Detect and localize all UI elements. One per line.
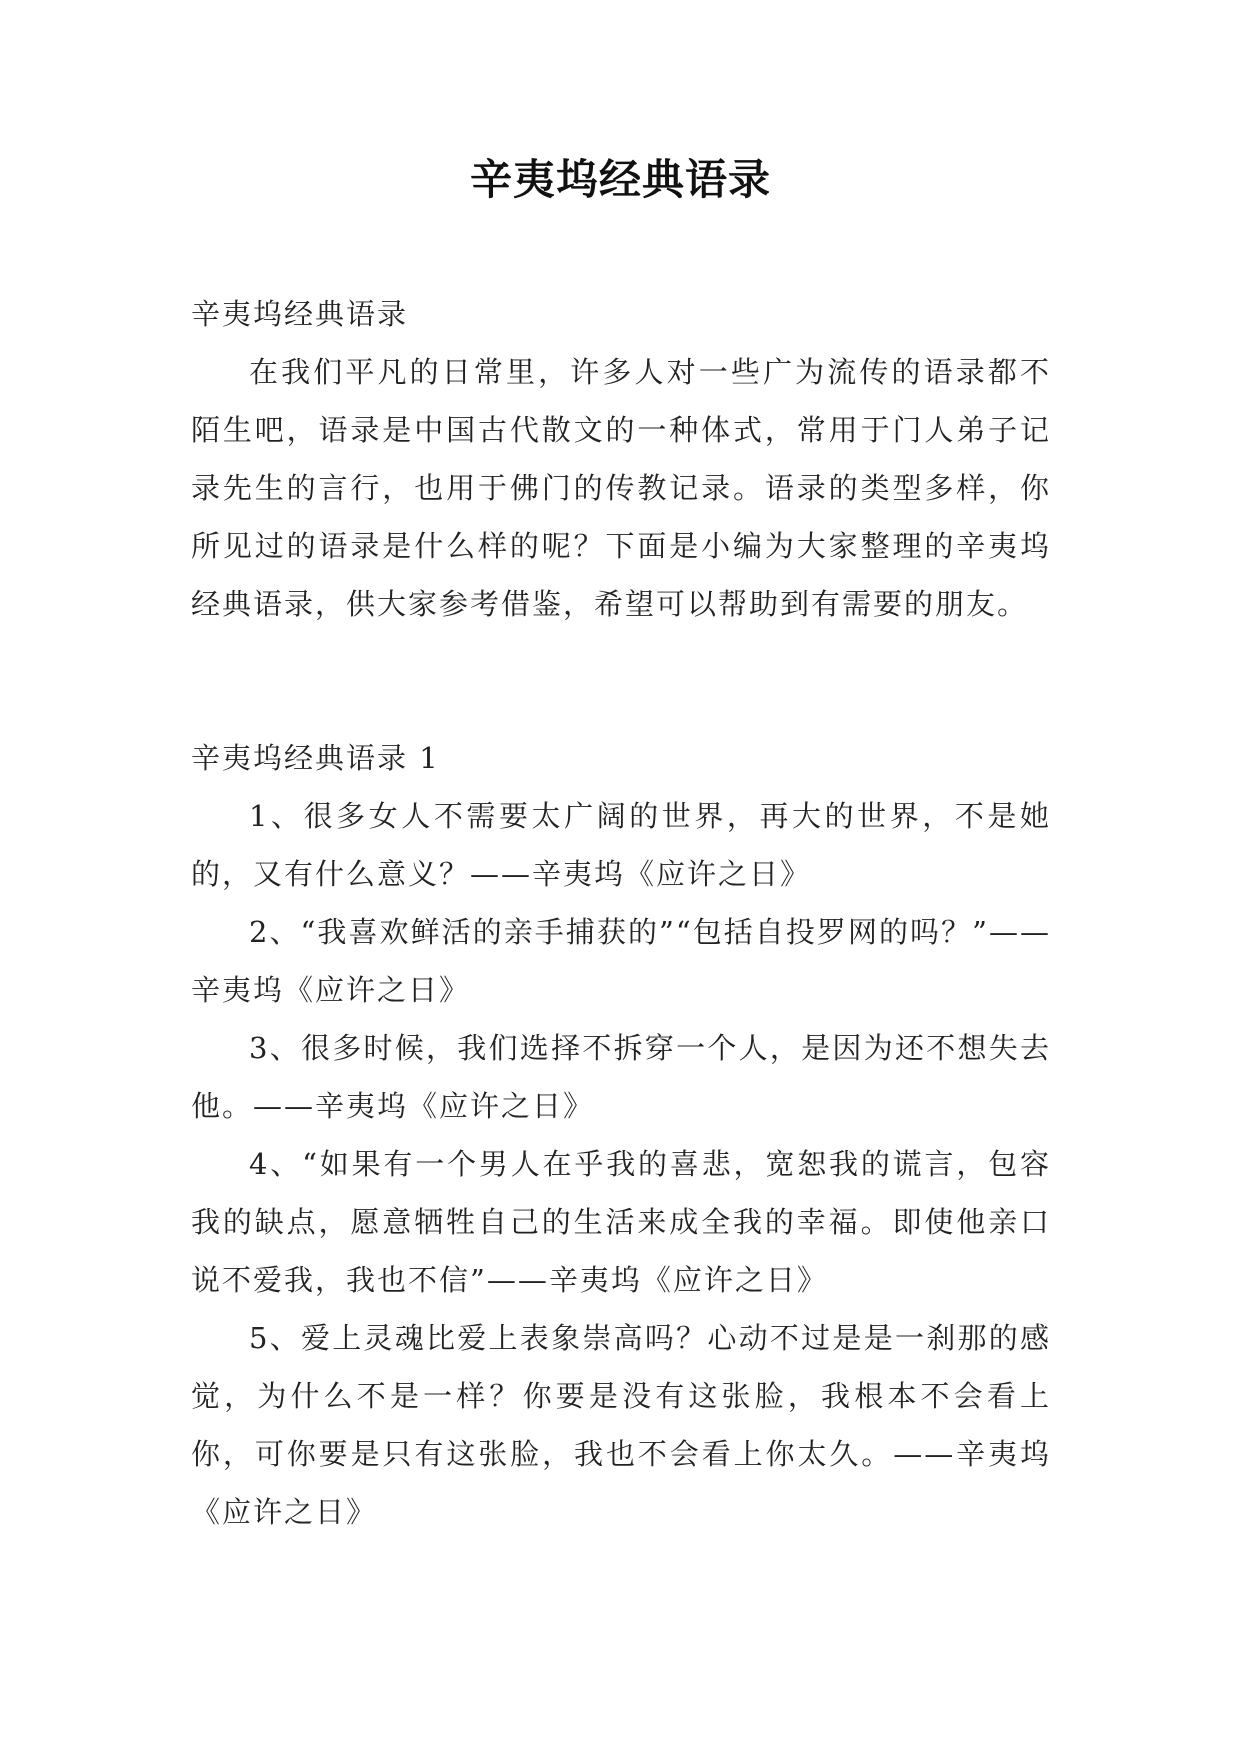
section-heading: 辛夷坞经典语录 1	[191, 741, 440, 775]
quote-list	[191, 787, 1051, 1541]
intro-paragraph: 在我们平凡的日常里，许多人对一些广为流传的语录都不陌生吧，语录是中国古代散文的一种体式，常用于门人弟子记录先生的言行，也用于佛门的传教记录。语录的类型多样，你所见过的语录是什么样的呢？下面是小编为大家整理的辛夷坞经典语录，供大家参考借鉴，希望可以帮助到有需要的朋友。	[191, 355, 1051, 621]
document-subtitle: 辛夷坞经典语录	[191, 297, 409, 331]
document-title: 辛夷坞经典语录	[469, 155, 771, 204]
quote-item: 4、“如果有一个男人在乎我的喜悲，宽恕我的谎言，包容我的缺点，愿意牺牲自己的生活来成全我的幸福。即使他亲口说不爱我，我也不信”——辛夷坞《应许之日》	[191, 1147, 1051, 1297]
quote-item: 2、“我喜欢鲜活的亲手捕获的”“包括自投罗网的吗？”——辛夷坞《应许之日》	[191, 915, 1051, 1007]
quote-item: 3、很多时候，我们选择不拆穿一个人，是因为还不想失去他。——辛夷坞《应许之日》	[191, 1031, 1051, 1123]
intro-block	[191, 343, 1051, 633]
quote-item: 5、爱上灵魂比爱上表象崇高吗？心动不过是是一刹那的感觉，为什么不是一样？你要是没有这张脸，我根本不会看上你，可你要是只有这张脸，我也不会看上你太久。——辛夷坞《应许之日》	[191, 1321, 1051, 1529]
quote-item: 1、很多女人不需要太广阔的世界，再大的世界，不是她的，又有什么意义？——辛夷坞《应许之日》	[191, 799, 1051, 891]
